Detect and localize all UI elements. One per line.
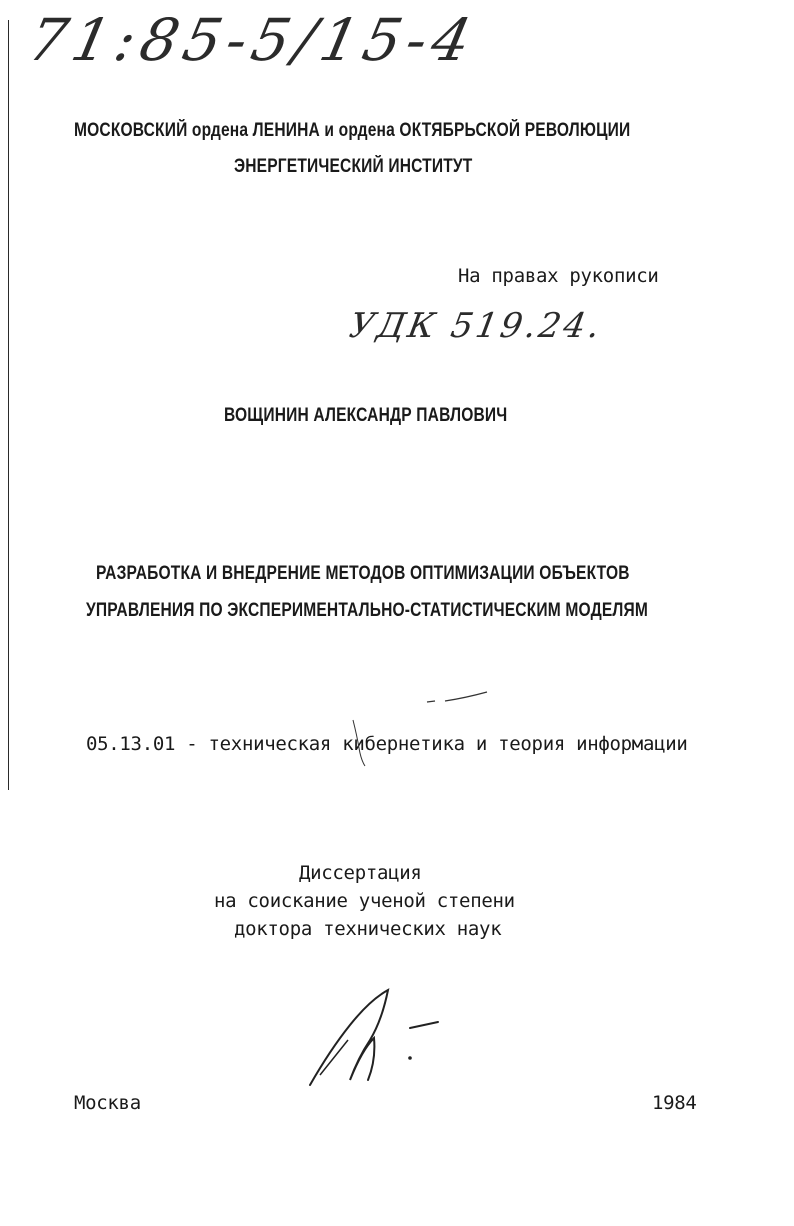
pen-stroke-mark <box>425 688 495 708</box>
year: 1984 <box>652 1092 697 1114</box>
rights-note: На правах рукописи <box>458 265 659 287</box>
signature <box>300 980 450 1090</box>
city: Москва <box>74 1092 141 1114</box>
left-margin-line <box>8 20 9 790</box>
title-line-2: УПРАВЛЕНИЯ ПО ЭКСПЕРИМЕНТАЛЬНО-СТАТИСТИЧЕСКИМ МОДЕЛЯМ <box>86 600 649 621</box>
author-name: ВОЩИНИН АЛЕКСАНДР ПАВЛОВИЧ <box>224 405 508 426</box>
institution-line-1: МОСКОВСКИЙ ордена ЛЕНИНА и ордена ОКТЯБРЬСКОЙ РЕВОЛЮЦИИ <box>74 120 631 141</box>
archive-code-handwritten: 71:85-5/15-4 <box>22 6 483 74</box>
degree-line-3: доктора технических наук <box>234 918 502 940</box>
specialty-code: 05.13.01 - техническая кибернетика и теория информации <box>86 733 688 755</box>
pen-tick-mark <box>345 718 375 768</box>
title-line-1: РАЗРАБОТКА И ВНЕДРЕНИЕ МЕТОДОВ ОПТИМИЗАЦИИ ОБЪЕКТОВ <box>96 563 630 584</box>
institution-line-2: ЭНЕРГЕТИЧЕСКИЙ ИНСТИТУТ <box>234 156 473 177</box>
degree-line-2: на соискание ученой степени <box>214 890 515 912</box>
udk-handwritten: УДК 519.24. <box>346 306 606 346</box>
degree-line-1: Диссертация <box>299 862 422 884</box>
